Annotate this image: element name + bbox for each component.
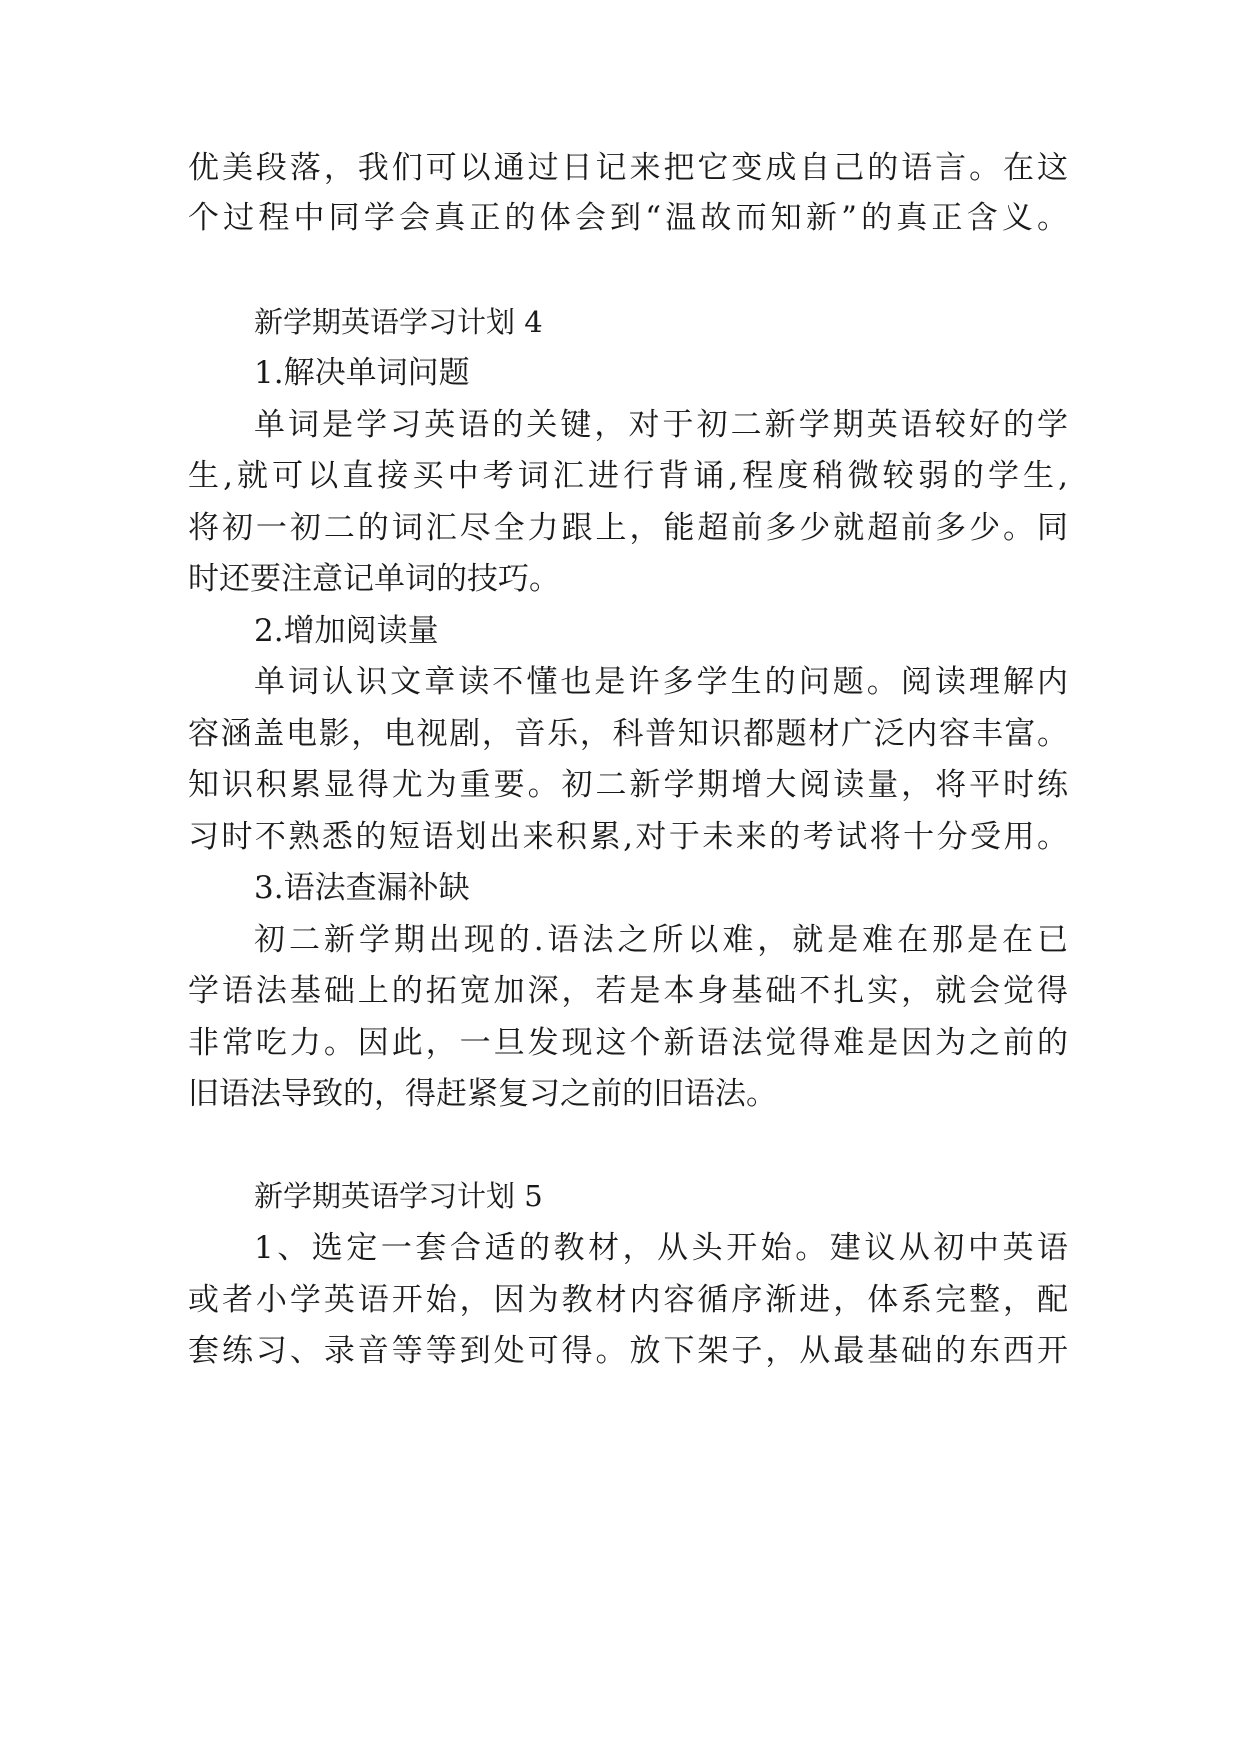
paragraph-line: 套练习、录音等等到处可得。放下架子，从最基础的东西开 [188,1333,1068,1369]
paragraph-line: 优美段落，我们可以通过日记来把它变成自己的语言。在这 [188,150,1068,186]
subheading: 2.增加阅读量 [254,613,439,649]
paragraph-line: 生,就可以直接买中考词汇进行背诵,程度稍微较弱的学生, [188,458,1068,494]
paragraph-line: 单词认识文章读不懂也是许多学生的问题。阅读理解内 [254,664,1068,700]
section-heading: 新学期英语学习计划 4 [254,305,543,339]
paragraph-line: 知识积累显得尤为重要。初二新学期增大阅读量，将平时练 [188,767,1068,803]
paragraph-line: 学语法基础上的拓宽加深，若是本身基础不扎实，就会觉得 [188,973,1068,1009]
section-heading: 新学期英语学习计划 5 [254,1179,543,1213]
paragraph-line: 单词是学习英语的关键，对于初二新学期英语较好的学 [254,407,1068,443]
subheading: 1.解决单词问题 [254,355,470,391]
paragraph-line: 时还要注意记单词的技巧。 [188,561,560,597]
paragraph-line: 非常吃力。因此，一旦发现这个新语法觉得难是因为之前的 [188,1025,1068,1061]
subheading: 3.语法查漏补缺 [254,870,470,906]
paragraph-line: 1、选定一套合适的教材，从头开始。建议从初中英语 [254,1230,1068,1266]
paragraph-line: 初二新学期出现的.语法之所以难，就是难在那是在已 [254,922,1068,958]
paragraph-line: 将初一初二的词汇尽全力跟上，能超前多少就超前多少。同 [188,510,1068,546]
paragraph-line: 容涵盖电影，电视剧，音乐，科普知识都题材广泛内容丰富。 [188,716,1068,752]
paragraph-line: 或者小学英语开始，因为教材内容循序渐进，体系完整，配 [188,1282,1068,1318]
paragraph-line: 旧语法导致的，得赶紧复习之前的旧语法。 [188,1076,777,1112]
paragraph-line: 习时不熟悉的短语划出来积累,对于未来的考试将十分受用。 [188,819,1068,855]
paragraph-line: 个过程中同学会真正的体会到“温故而知新”的真正含义。 [188,200,1068,236]
